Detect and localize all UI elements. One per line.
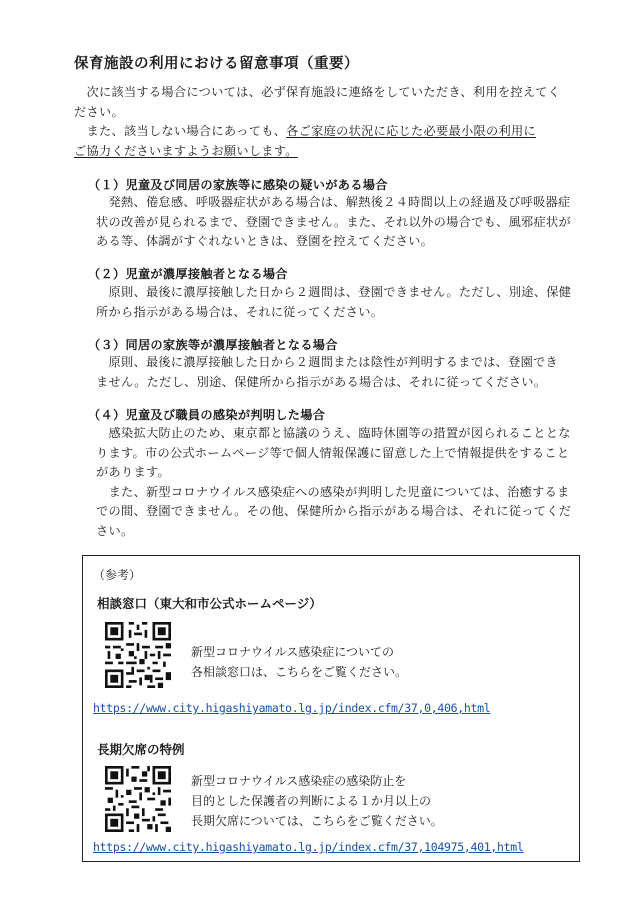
section-1-line: ある等、体調がすぐれないときは、登園を控えてください。 bbox=[96, 234, 434, 248]
section-1-body bbox=[96, 193, 596, 252]
intro-line-4 bbox=[74, 142, 594, 162]
section-3-body bbox=[96, 353, 596, 392]
intro-line-3 bbox=[74, 122, 594, 142]
long-absence-line: 長期欠席については、こちらをご覧ください。 bbox=[191, 814, 443, 828]
consultation-text bbox=[191, 642, 407, 682]
section-3-heading: （３）同居の家族等が濃厚接触者となる場合 bbox=[88, 338, 338, 352]
section-4-line: 感染拡大防止のため、東京都と協議のうえ、臨時休園等の措置が図られることとな bbox=[96, 426, 571, 440]
qr-code-icon[interactable] bbox=[105, 766, 171, 832]
section-4-heading: （４）児童及び職員の感染が判明した場合 bbox=[88, 408, 326, 422]
long-absence-line: 新型コロナウイルス感染症の感染防止を bbox=[191, 774, 407, 788]
consultation-heading: 相談窓口（東大和市公式ホームページ） bbox=[97, 596, 322, 611]
section-2-body bbox=[96, 283, 596, 322]
section-1-line: 発熱、倦怠感、呼吸器症状がある場合は、解熱後２４時間以上の経過及び呼吸器症 bbox=[96, 195, 571, 209]
section-4-line: があります。 bbox=[96, 465, 170, 479]
section-3-line: ません。ただし、別途、保健所から指示がある場合は、それに従ってください。 bbox=[96, 374, 547, 389]
section-1-heading: （１）児童及び同居の家族等に感染の疑いがある場合 bbox=[88, 178, 388, 192]
section-1-line: 状の改善が見られるまで、登園できません。また、それ以外の場合でも、風邪症状が bbox=[96, 214, 572, 229]
qr-code-icon[interactable] bbox=[105, 622, 171, 688]
section-4-line: での間、登園できません。その他、保健所から指示がある場合は、それに従ってくだ bbox=[96, 504, 572, 518]
page-title: 保育施設の利用における留意事項（重要） bbox=[74, 56, 359, 72]
long-absence-text bbox=[191, 771, 443, 831]
section-4-body bbox=[96, 424, 596, 541]
long-absence-heading: 長期欠席の特例 bbox=[97, 742, 185, 757]
intro-line-3-text: また、該当しない場合にあっても、 bbox=[74, 124, 287, 138]
consultation-line: 新型コロナウイルス感染症についての bbox=[191, 645, 395, 659]
long-absence-link[interactable]: https://www.city.higashiyamato.lg.jp/index.cfm/37,104975,401,html bbox=[93, 840, 524, 854]
section-4-line: ります。市の公式ホームページ等で個人情報保護に留意した上で情報提供をすること bbox=[96, 445, 570, 460]
intro-line-1: 次に該当する場合については、必ず保育施設に連絡をしていただき、利用を控えてく bbox=[74, 85, 561, 99]
section-4-line: さい。 bbox=[96, 523, 134, 538]
intro-underlined-2: ご協力くださいますようお願いします。 bbox=[74, 143, 298, 158]
consultation-line: 各相談窓口は、こちらをご覧ください。 bbox=[191, 665, 408, 679]
section-4-line: また、新型コロナウイルス感染症への感染が判明した児童については、治癒するま bbox=[96, 484, 570, 499]
section-2-line: 原則、最後に濃厚接触した日から２週間は、登園できません。ただし、別途、保健 bbox=[96, 285, 572, 299]
long-absence-line: 目的とした保護者の判断による１か月以上の bbox=[191, 794, 432, 808]
consultation-link[interactable]: https://www.city.higashiyamato.lg.jp/index.cfm/37,0,406,html bbox=[93, 701, 491, 715]
reference-box bbox=[82, 555, 580, 862]
reference-tag: （参考） bbox=[93, 568, 142, 582]
intro-paragraph bbox=[74, 83, 594, 161]
section-2-heading: （２）児童が濃厚接触者となる場合 bbox=[88, 267, 288, 281]
intro-line-2: ださい。 bbox=[74, 104, 124, 119]
intro-underlined-1: 各ご家庭の状況に応じた必要最小限の利用に bbox=[286, 124, 536, 138]
section-3-line: 原則、最後に濃厚接触した日から２週間または陰性が判明するまでは、登園でき bbox=[96, 355, 559, 369]
section-2-line: 所から指示がある場合は、それに従ってください。 bbox=[96, 304, 384, 319]
